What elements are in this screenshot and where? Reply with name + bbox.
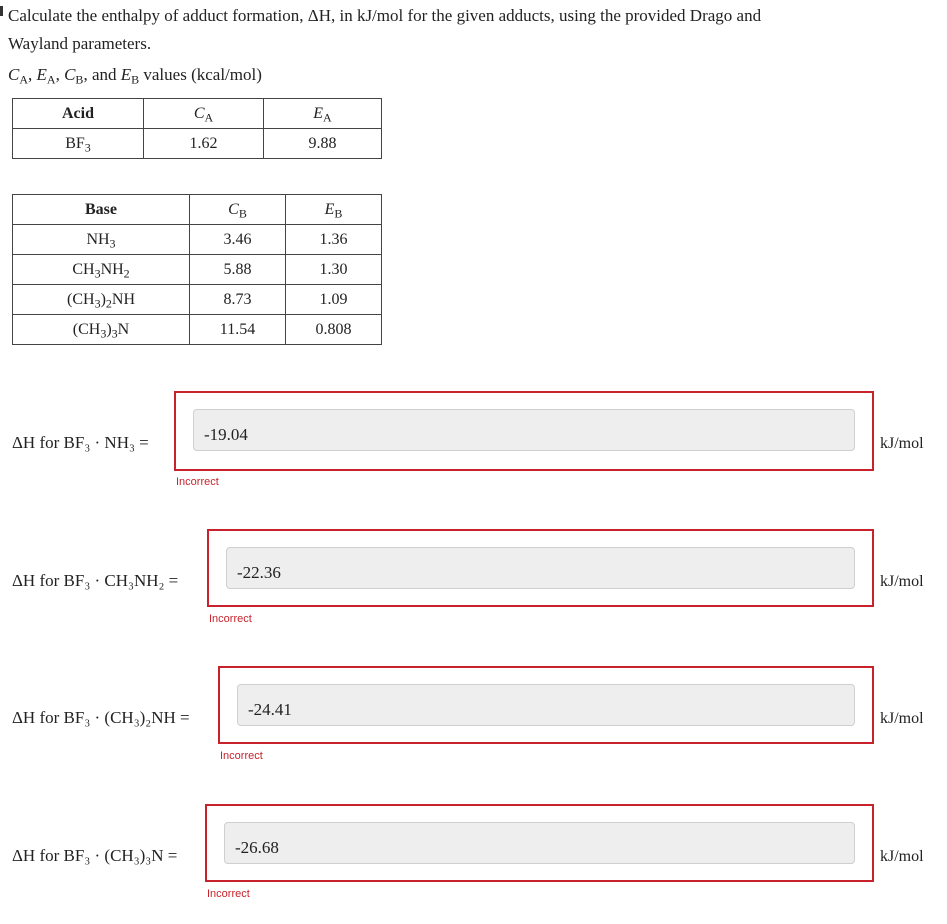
answer-box-3 (218, 666, 874, 744)
acid-header: Acid (13, 99, 144, 129)
base-cb-value: 3.46 (190, 225, 286, 255)
question-line-1: Calculate the enthalpy of adduct formation, ΔH, in kJ/mol for the given adducts, using the provided Drago and (8, 6, 762, 25)
and-text: , and (83, 65, 121, 84)
answer-row-3 (0, 666, 947, 776)
answer-label-3: ΔH for BF₃ · (CH₃)₂NH = (12, 708, 190, 727)
unit-label-1: kJ/mol (880, 435, 924, 452)
eb-header: $E_B$ (286, 195, 382, 225)
cb-subscript: B (75, 72, 84, 87)
base-eb-value: 1.36 (286, 225, 382, 255)
unit-label-2: kJ/mol (880, 573, 924, 590)
answer-row-1 (0, 391, 947, 501)
ca-symbol: C (8, 65, 20, 84)
base-cb-value: 8.73 (190, 285, 286, 315)
base-name-ch3-3n: $(CH_3)_3N$ (13, 315, 190, 345)
unit-label-4: kJ/mol (880, 848, 924, 865)
answer-input-3[interactable] (237, 684, 855, 726)
ea-subscript: A (46, 72, 56, 87)
answer-input-1[interactable] (193, 409, 855, 451)
base-name-nh3: $NH_3$ (13, 225, 190, 255)
question-text (8, 2, 838, 58)
feedback-incorrect-3: Incorrect (220, 750, 263, 762)
acid-ea-value: 9.88 (264, 129, 382, 159)
acid-name: $BF_3$ (13, 129, 144, 159)
question-marker (0, 6, 3, 16)
answer-box-1 (174, 391, 874, 471)
acid-table-header (13, 99, 382, 129)
eb-subscript: B (131, 72, 140, 87)
base-cb-value: 5.88 (190, 255, 286, 285)
base-eb-value: 1.09 (286, 285, 382, 315)
eb-symbol: E (120, 65, 132, 84)
answer-row-2 (0, 529, 947, 639)
answer-box-2 (207, 529, 874, 607)
ca-header: $C_A$ (144, 99, 264, 129)
answer-input-4[interactable] (224, 822, 855, 864)
acid-table (12, 98, 382, 159)
feedback-incorrect-2: Incorrect (209, 613, 252, 625)
answer-box-4 (205, 804, 874, 882)
base-cb-value: 11.54 (190, 315, 286, 345)
acid-ca-value: 1.62 (144, 129, 264, 159)
base-eb-value: 1.30 (286, 255, 382, 285)
cb-header: $C_B$ (190, 195, 286, 225)
feedback-incorrect-1: Incorrect (176, 476, 219, 488)
answer-label-2: ΔH for BF₃ · CH₃NH₂ = (12, 571, 179, 590)
feedback-incorrect-4: Incorrect (207, 888, 250, 900)
unit-label-3: kJ/mol (880, 710, 924, 727)
base-name-ch3nh2: $CH_3NH_2$ (13, 255, 190, 285)
table-row (13, 225, 382, 255)
ea-header: $E_A$ (264, 99, 382, 129)
table-row (13, 285, 382, 315)
parameters-heading: $C_A$, $E_A$, $C_B$, and $E_B$ values (kcal/mol) (8, 65, 262, 87)
table-row (13, 129, 382, 159)
base-eb-value: 0.808 (286, 315, 382, 345)
base-name-ch3-2nh: $(CH_3)_2NH$ (13, 285, 190, 315)
base-table-header (13, 195, 382, 225)
answer-label-4: ΔH for BF₃ · (CH₃)₃N = (12, 846, 178, 865)
ca-subscript: A (19, 72, 29, 87)
question-line-2: Wayland parameters. (8, 34, 152, 53)
answer-input-2[interactable] (226, 547, 855, 589)
ea-symbol: E (36, 65, 47, 84)
table-row (13, 315, 382, 345)
answer-row-4 (0, 804, 947, 914)
answer-label-1: ΔH for BF₃ · NH₃ = (12, 433, 149, 452)
base-table (12, 194, 382, 345)
table-row (13, 255, 382, 285)
values-suffix: values (kcal/mol) (139, 65, 262, 84)
base-header: Base (13, 195, 190, 225)
cb-symbol: C (64, 65, 76, 84)
